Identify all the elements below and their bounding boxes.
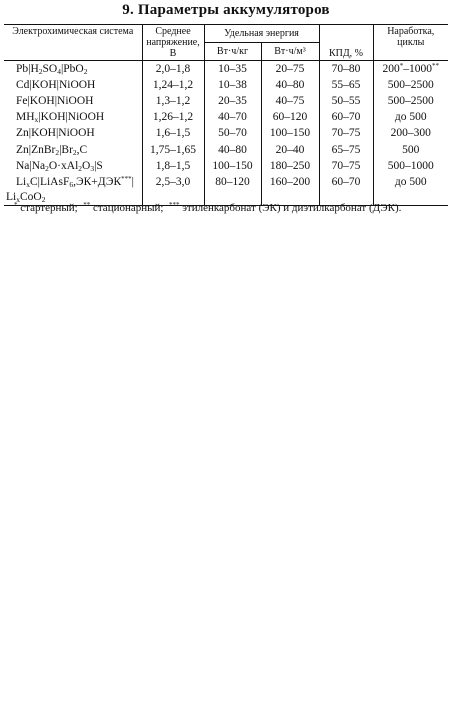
footnote-stationary: стационарный; (92, 202, 164, 214)
header-specific-energy: Удельная энергия (204, 25, 319, 43)
voltage-cell: 1,24–1,2 (142, 77, 204, 93)
footnote-mark-solvent: *** (168, 201, 180, 209)
table-row (4, 110, 448, 126)
wh-kg-cell: 80–120 (204, 174, 261, 206)
header-cycles: Наработка, циклы (373, 25, 448, 61)
table-row (4, 158, 448, 174)
footnote-mark-stationary: ** (83, 201, 91, 209)
efficiency-cell: 70–75 (319, 126, 373, 142)
cycles-cell: 200–300 (373, 126, 448, 142)
cycles-cell: до 500 (373, 110, 448, 126)
wh-kg-cell: 100–150 (204, 158, 261, 174)
wh-m3-cell: 20–40 (261, 142, 319, 158)
wh-kg-cell: 50–70 (204, 126, 261, 142)
footnote-mark-starter: * (14, 201, 18, 209)
voltage-cell: 2,0–1,8 (142, 61, 204, 78)
system-cell: Cd|KOH|NiOOH (16, 78, 96, 91)
wh-kg-cell: 10–35 (204, 61, 261, 78)
efficiency-cell: 55–65 (319, 77, 373, 93)
table-row (4, 142, 448, 158)
efficiency-cell: 65–75 (319, 142, 373, 158)
system-cell: $Na|Na_2O\cdot xAl_2O_3|S$ (16, 159, 103, 173)
table-row (4, 93, 448, 109)
cycles-cell: до 500 (373, 174, 448, 206)
efficiency-cell: 70–80 (319, 61, 373, 78)
wh-m3-cell: 40–80 (261, 77, 319, 93)
system-cell: $MH_x|KOH|NiOOH$ (16, 111, 105, 125)
system-cell: $Pb|H_2SO_4|PbO_2$ (16, 62, 88, 76)
cycles-cell: 200*–1000** (373, 61, 448, 78)
voltage-cell: 2,5–3,0 (142, 174, 204, 206)
header-efficiency: КПД, % (319, 25, 373, 61)
footnote-starter: стартерный; (20, 202, 78, 214)
wh-m3-cell: 40–75 (261, 93, 319, 109)
footnote (14, 202, 450, 214)
table-row (4, 61, 448, 78)
header-system: Электрохимическая система (4, 25, 142, 61)
efficiency-cell: 60–70 (319, 110, 373, 126)
page-title: 9. Параметры аккумуляторов (122, 2, 330, 18)
efficiency-cell: 50–55 (319, 93, 373, 109)
wh-kg-cell: 20–35 (204, 93, 261, 109)
footnote-solvent: этиленкарбонат (ЭК) и диэтилкарбонат (ДЭК). (182, 202, 402, 214)
voltage-cell: 1,8–1,5 (142, 158, 204, 174)
efficiency-cell: 60–70 (319, 174, 373, 206)
system-cell: $Li_xC|LiAsF_6,ЭК+ДЭК^{***}|$ $Li_xCoO_2$ (4, 174, 142, 206)
wh-kg-cell: 40–70 (204, 110, 261, 126)
wh-kg-cell: 40–80 (204, 142, 261, 158)
header-voltage: Среднее напряжение, В (142, 25, 204, 61)
wh-m3-cell: 60–120 (261, 110, 319, 126)
wh-m3-cell: 180–250 (261, 158, 319, 174)
voltage-cell: 1,6–1,5 (142, 126, 204, 142)
wh-m3-cell: 100–150 (261, 126, 319, 142)
voltage-cell: 1,75–1,65 (142, 142, 204, 158)
cycles-cell: 500 (373, 142, 448, 158)
voltage-cell: 1,3–1,2 (142, 93, 204, 109)
system-cell: $Zn|ZnBr_2|Br_2,C$ (16, 143, 88, 157)
voltage-cell: 1,26–1,2 (142, 110, 204, 126)
system-cell: Zn|KOH|NiOOH (16, 127, 95, 140)
wh-m3-cell: 20–75 (261, 61, 319, 78)
battery-parameters-table (4, 24, 448, 206)
wh-m3-cell: 160–200 (261, 174, 319, 206)
table-row (4, 77, 448, 93)
efficiency-cell: 70–75 (319, 158, 373, 174)
system-cell: Fe|KOH|NiOOH (16, 94, 94, 107)
cycles-cell: 500–2500 (373, 77, 448, 93)
header-wh-per-m3: Вт·ч/м³ (261, 43, 319, 61)
header-wh-per-kg: Вт·ч/кг (204, 43, 261, 61)
cycles-cell: 500–2500 (373, 93, 448, 109)
wh-kg-cell: 10–38 (204, 77, 261, 93)
cycles-cell: 500–1000 (373, 158, 448, 174)
table-row (4, 126, 448, 142)
